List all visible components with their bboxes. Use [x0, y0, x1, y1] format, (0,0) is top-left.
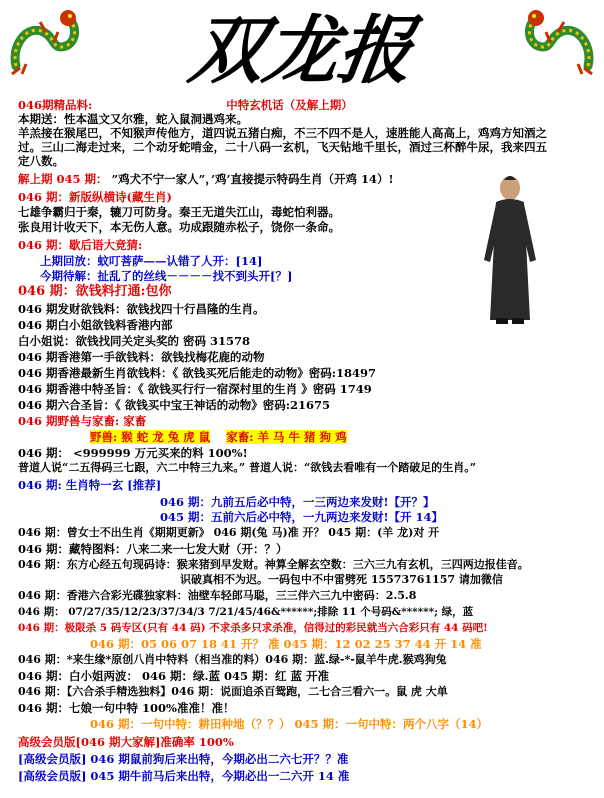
- sec1-title: 中特玄机话（及解上期）: [226, 98, 353, 112]
- sec7-line11: 046 期：七娘一句中特 100%准准！准！: [18, 701, 235, 715]
- sec6-line1: 046 期：九前五后必中特，一三两边来发财!【开？】: [160, 495, 435, 509]
- sec7-line9: 046 期：白小姐两波： 046 期：绿.蓝 045 期：红 蓝 开准: [18, 669, 330, 683]
- sec4-line: 046 期香港第一手欲钱料：欲钱找梅花鹿的动物: [18, 350, 265, 364]
- sec3-line2: 今期待解：扯乱了的丝线－－－－找不到头开[？]: [40, 269, 293, 283]
- sec7-line: 046 期：东方心经五句现码诗：猴来猪到早发财。神算全解玄空数：三六三九有玄机，三四两边报佳音。: [18, 558, 529, 571]
- dragon-left-icon: [6, 6, 84, 78]
- page-title: [168, 4, 448, 88]
- sec7-orange2: 046 期：一句中特：耕田种地（？？） 045 期：一句中特：两个八字（14）: [90, 717, 489, 731]
- sec3-head: 046 期：歇后语大竞猜:: [18, 238, 143, 252]
- standing-man-image: [470, 170, 550, 330]
- sec3-line1: 上期回放：蚊叮菩萨——认错了人开：[14]: [40, 254, 263, 268]
- sec1-jie-text: ”鸡犬不宁一家人”，’鸡’直接提示特码生肖（开鸡 14）!: [111, 172, 394, 186]
- sec4-line: 046 期香港中特圣旨：《 欲钱买行行一宿深村里的生肖 》密码 1749: [18, 382, 372, 396]
- sec5-jiachu: 家畜: 羊 马 牛 猪 狗 鸡: [226, 430, 347, 444]
- sec1-para: 羊羔接在猴尾巴，不知猴声传他方，道四说五猪白痴，不三不四不是人，速胜能人高高上，鸡鸡方知酒之过。三山二海走过来，二个动牙蛇啃金，二十八码一玄机，飞天钻地千里长，酒过三杯醉牛尿，我来四五定八数。: [18, 126, 547, 168]
- sec5-head: 046 期野兽与家畜: 家畜: [18, 414, 147, 428]
- sec5-yeshou: 野兽: 猴 蛇 龙 兔 虎 鼠: [90, 430, 211, 444]
- sec7-line: 046 期： 07/27/35/12/23/37/34/3 7/21/45/46&******;排除 11 个号码&******; 绿，蓝: [18, 606, 474, 618]
- sec4-line: 046 期香港最新生肖欲钱料：《 欲钱买死后能走的动物》密码:18497: [18, 366, 377, 380]
- sec8-line2: [高级会员版] 046 期鼠前狗后来出特，今期必出二六七开？？准: [18, 752, 349, 766]
- sec7-orange1: 046 期：05 06 07 18 41 开？ 准 045 期：12 02 25 37 44 开 14 准: [90, 637, 482, 651]
- page-title-text: 双龙报: [184, 6, 419, 88]
- sec4-head: 046 期：欲钱料打通:包你: [18, 284, 172, 299]
- sec4-line: 046 期发财欲钱料：欲钱找四十行昌隆的生肖。: [18, 302, 265, 316]
- sec2-head: 046 期：新版纵横诗(藏生肖): [18, 190, 172, 204]
- sec8-line3: [高级会员版] 045 期牛前马后来出特，今期必出一二六开 14 准: [18, 769, 350, 783]
- sec4-line: 白小姐说：欲钱找同关定头奖的 密码 31578: [18, 334, 251, 348]
- sec5-line1: 046 期： <999999 万元买来的料 100%!: [18, 446, 248, 460]
- sec7-line: 046 期：极限杀 5 码专区(只有 44 码) 不求杀多只求杀准，信得过的彩民就当六合彩只有 44 码吧!: [18, 622, 488, 634]
- sec2-line2: 张良用计收天下，本无伤人意。功成跟随赤松子，饶你一条命。: [18, 220, 340, 234]
- sec7-line8: 046 期：*来生缘*原创八肖中特料（相当准的料）046 期：蓝.绿-*-鼠羊牛虎.猴鸡狗兔: [18, 653, 447, 666]
- sec6-head: 046 期: 生肖特一玄 [推荐]: [18, 478, 162, 492]
- sec1-issue: 046期精品料:: [18, 98, 93, 112]
- sec4-line: 046 期六合圣旨：《 欲钱买中宝王神话的动物》密码:21675: [18, 398, 331, 412]
- sec5-line2: 普道人说“二五得码三七跟，六二中特三九来。” 普道人说：“欲钱去看唯有一个踏破足的生肖。”: [18, 461, 477, 474]
- sec7-line: 046 期：香港六合彩光碟独家料：油壁车轻郎马聪，三三伴六三九中密码：2.5.8: [18, 589, 417, 602]
- sec7-line: 识破真相不为迟。一码包中不中雷劈死 15573761157 请加微信: [180, 573, 503, 586]
- dragon-right-icon: [520, 6, 598, 78]
- sec7-line10: 046 期：【六合杀手精选独料】046 期：说面追杀百鸳跑，二七合三看六一。鼠 虎 大单: [18, 685, 448, 698]
- sec2-line1: 七雄争霸归于秦，辘刀可防身。秦王无道失江山，毒蛇怕利器。: [18, 205, 340, 219]
- sec7-line: 046 期：藏特图料：八来二来一七发大财（开：？）: [18, 542, 288, 556]
- sec1-line1: 本期送：性本温文又尔雅，蛇入鼠洞遇鸡来。: [18, 112, 248, 126]
- sec4-line: 046 期白小姐欲钱料香港内部: [18, 318, 173, 332]
- sec6-line2: 045 期：五前六后必中特，一九两边来发财!【开 14】: [160, 510, 444, 524]
- sec7-line: 046 期：曾女士不出生肖《期期更新》 046 期(兔 马)准 开？ 045 期：(羊 龙)对 开: [18, 526, 440, 539]
- sec8-line1: 高级会员版[046 期大家解]准确率 100%: [18, 735, 234, 749]
- sec1-jie-label: 解上期 045 期：: [18, 172, 108, 186]
